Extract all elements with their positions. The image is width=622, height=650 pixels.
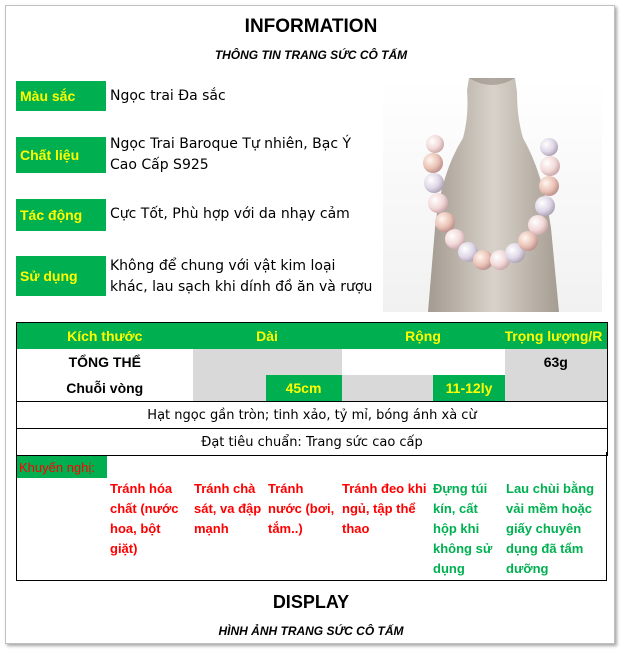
description-shape: Hạt ngọc gần tròn; tinh xảo, tỷ mỉ, bóng ánh xà cừ (17, 402, 608, 429)
row-strand-length-pad (193, 375, 266, 402)
display-subtitle: HÌNH ẢNH TRANG SỨC CÔ TẤM (218, 624, 404, 638)
row-overall-weight: 63g (505, 349, 608, 375)
spec-table (16, 322, 608, 456)
label-material: Chất liệu (16, 137, 106, 173)
row-strand-length: 45cm (266, 375, 342, 402)
value-color: Ngọc trai Đa sắc (110, 88, 226, 104)
page-subtitle: THÔNG TIN TRANG SỨC CÔ TẤM (214, 48, 408, 62)
header-weight: Trọng lượng/R (505, 323, 608, 350)
advice-item-water: Tránh nước (bơi, tắm..) (268, 481, 335, 536)
label-effect: Tác động (16, 199, 106, 231)
label-color: Màu sắc (16, 81, 106, 111)
label-usage: Sử dụng (16, 256, 106, 296)
value-effect: Cực Tốt, Phù hợp với da nhạy cảm (110, 206, 350, 222)
page-title: INFORMATION (244, 16, 378, 37)
header-length: Dài (193, 323, 342, 350)
advice-item-cleaning: Lau chùi bằng vải mềm hoặc giấy chuyên dụng đã tẩm dưỡng (506, 481, 595, 576)
row-strand-width-cell (342, 375, 505, 402)
product-photo (383, 78, 602, 312)
row-strand-width: 11-12ly (433, 375, 505, 401)
header-width: Rộng (342, 323, 505, 350)
value-usage: Không để chung với vật kim loại khác, lau sạch khi dính đồ ăn và rượu (110, 258, 373, 295)
pearl-necklace-on-bust-icon (383, 78, 602, 312)
row-strand-weight (505, 375, 608, 402)
row-overall-width (342, 349, 505, 375)
row-strand-name: Chuỗi vòng (17, 375, 193, 402)
advice-item-chemicals: Tránh hóa chất (nước hoa, bột giặt) (110, 481, 179, 556)
header-size: Kích thước (17, 323, 193, 350)
advice-item-friction: Tránh chà sát, va đập mạnh (194, 481, 262, 536)
row-overall-name: TỔNG THỂ (17, 349, 193, 375)
row-overall-length (193, 349, 342, 375)
description-standard: Đạt tiêu chuẩn: Trang sức cao cấp (17, 429, 608, 456)
advice-item-storage: Đựng túi kín, cất hộp khi không sử dụng (433, 481, 493, 576)
value-material: Ngọc Trai Baroque Tự nhiên, Bạc Ý Cao Cấp S925 (110, 136, 352, 173)
advice-label: Khuyến nghị: (17, 456, 107, 478)
display-title: DISPLAY (272, 592, 350, 612)
advice-item-sleep-sport: Tránh đeo khi ngủ, tập thể thao (342, 481, 427, 536)
